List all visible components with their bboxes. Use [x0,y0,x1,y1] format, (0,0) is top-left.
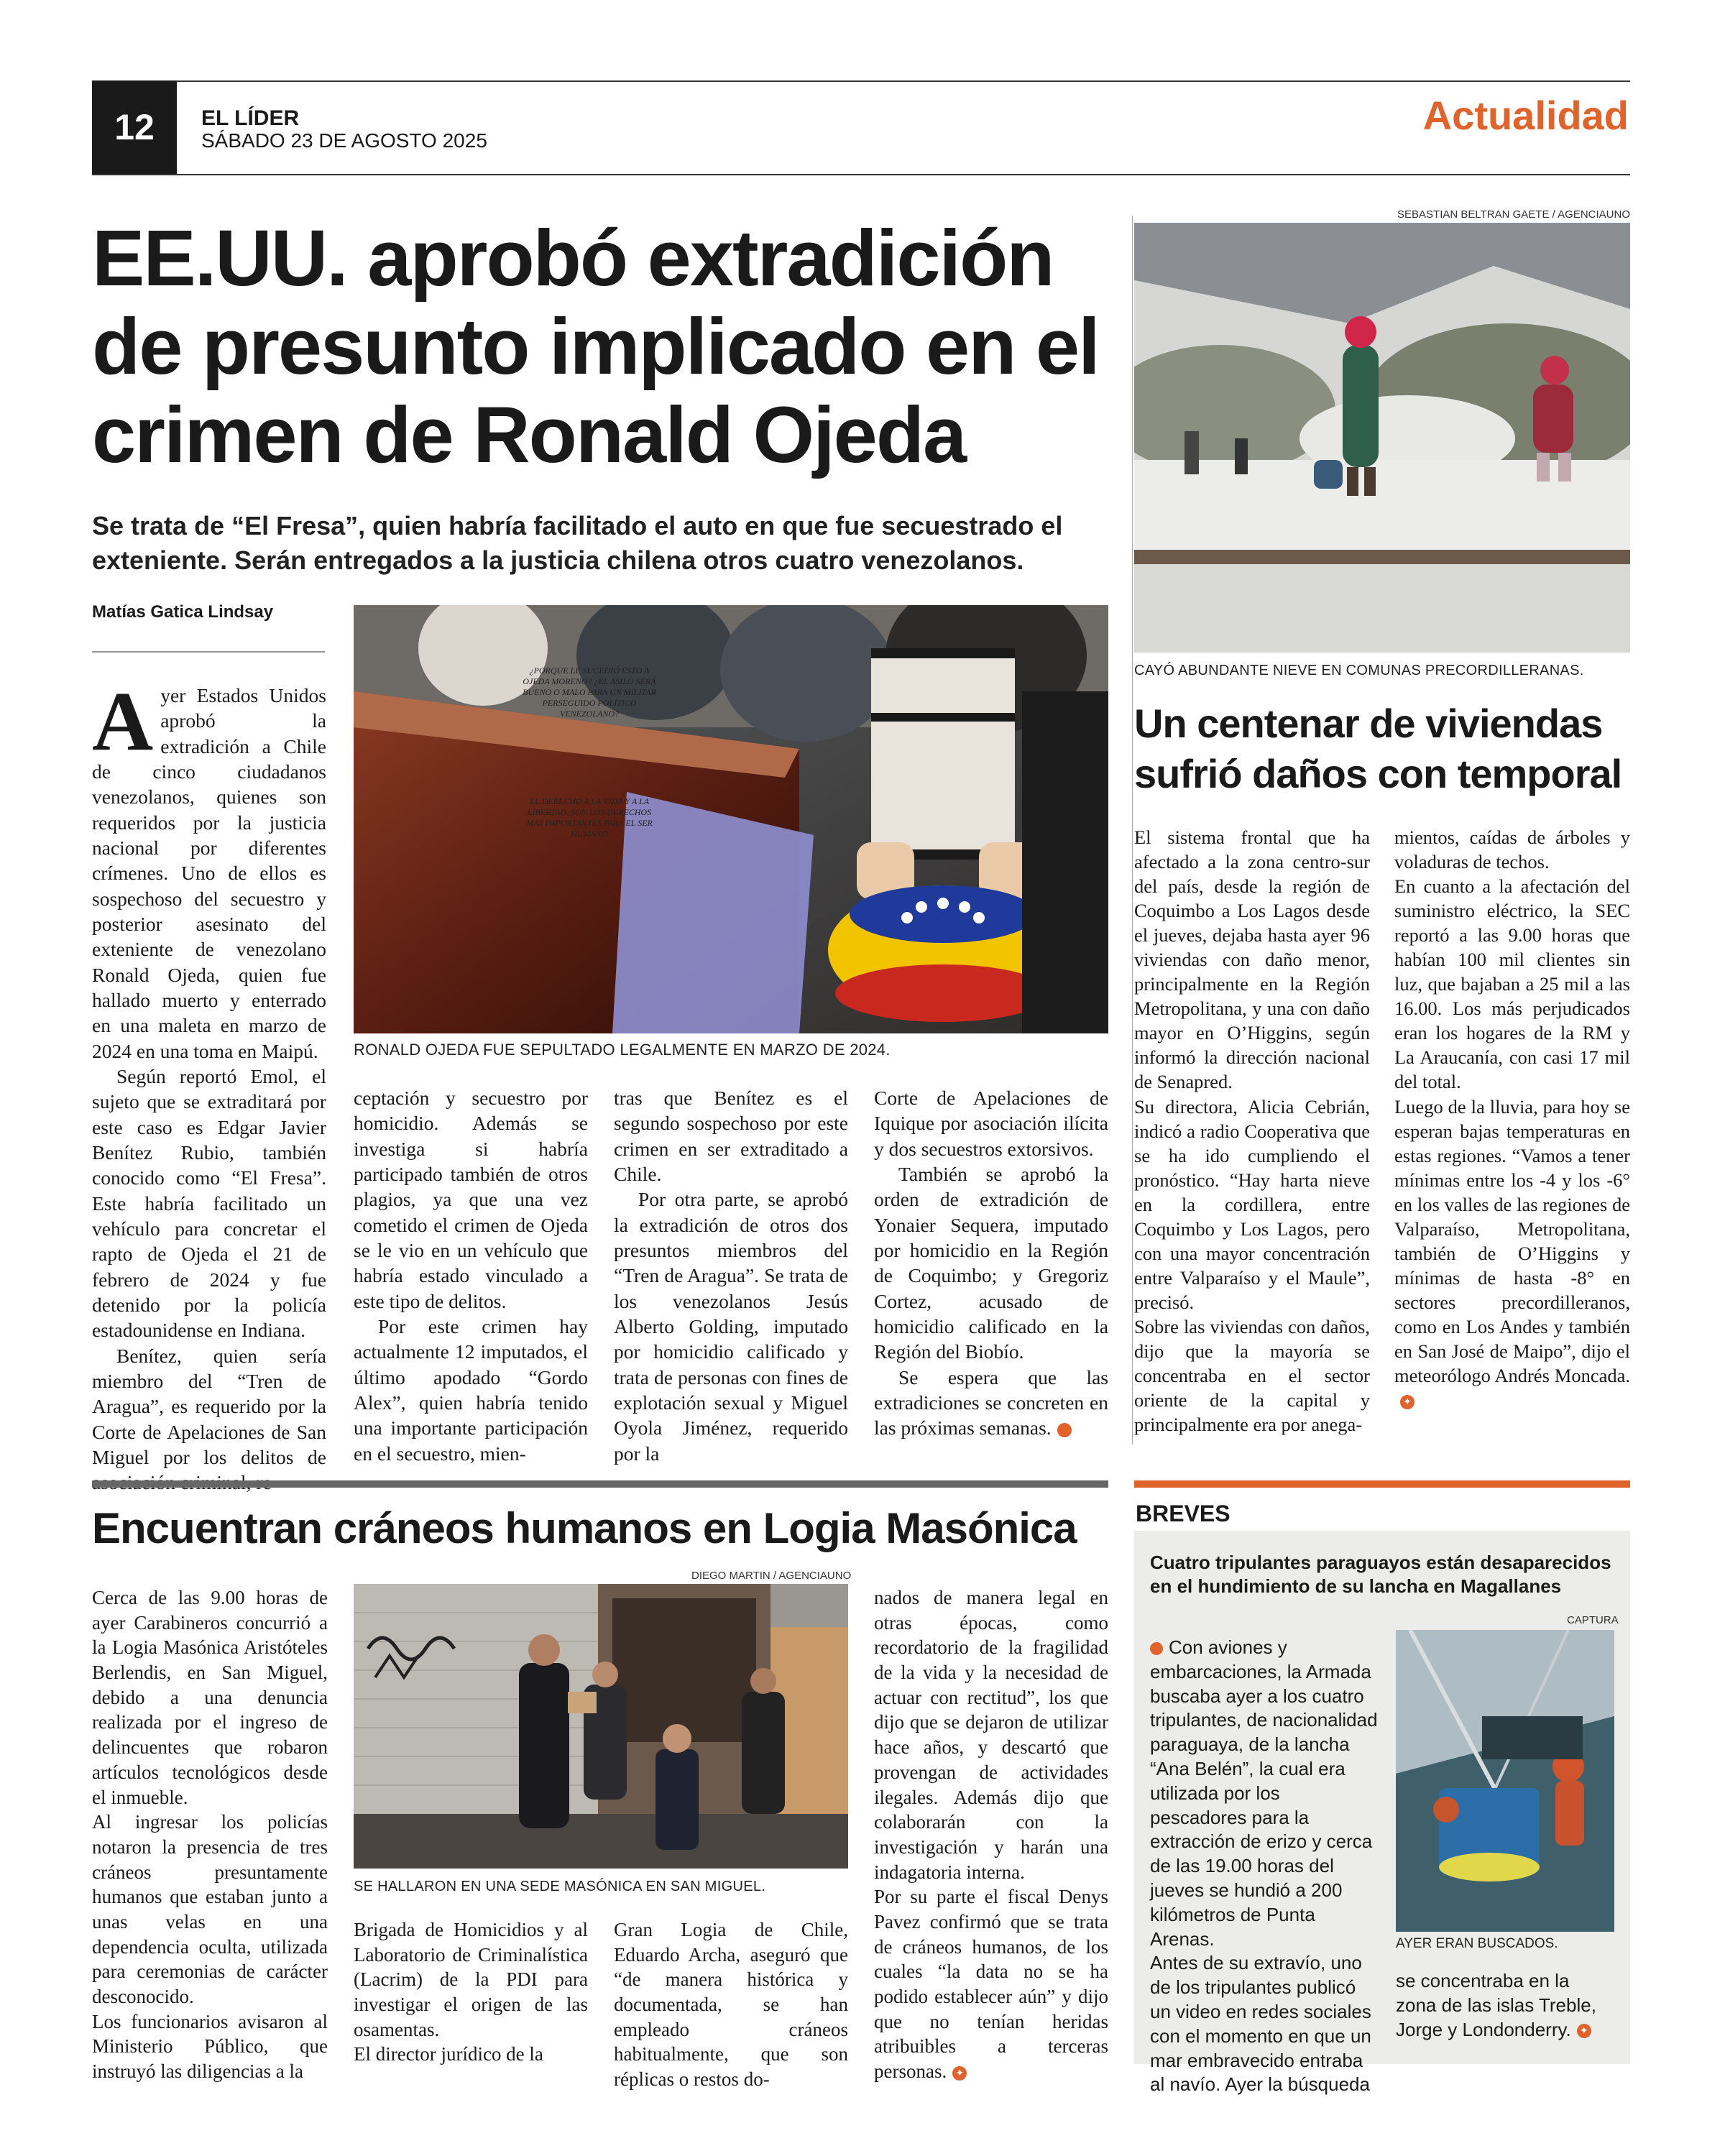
bullet-icon [1150,1642,1163,1655]
main-col4-p2: También se aprobó la orden de extradición de Yonaier Sequera, imputado por homicidio en la Región de Coquimbo; y Gregoriz Cortez, acusado de homicidio calificado en la Región del Biobío. [874,1162,1108,1363]
main-story-column-4 [874,1085,1108,1441]
weather-column-1 [1134,825,1370,1437]
bottom-col2-p1: Brigada de Homicidios y al Laboratorio de Criminalística (Lacrim) de la PDI para investigar el origen de las osamentas. [354,1919,588,2040]
end-mark-icon: ✦ [952,2066,967,2081]
weather-col1-p2: Su directora, Alicia Cebrián, indicó a radio Cooperativa que se ha ido cumpliendo el pronóstico. “Hay harta nieve en la cordillera, entre Coquimbo y Los Lagos, pero con una mayor concentración entre Valparaíso y el Maule”, precisó. [1134,1095,1370,1313]
boat-photo-caption: AYER ERAN BUSCADOS. [1396,1936,1558,1951]
main-story-column-2 [354,1085,588,1466]
funeral-photo [354,605,1108,1033]
weather-col2-p2: En cuanto a la afectación del suministro eléctrico, la SEC reportó a las 9.00 horas que habían 100 mil clientes sin luz, que bajaban a 25 mil a las 16.00. Los más perjudicados eran los hogares de la RM y La Araucanía, con casi 17 mil del total. [1394,875,1630,1093]
funeral-sign-2: EL DERECHO A LA VIDA Y A LA LIBERTAD, SON LOS DERECHOS MÁS IMPORTANTES PARA EL SER HUMANO [526,796,653,839]
bottom-col2-p2: El director jurídico de la [354,2043,543,2065]
main-story-column-1 [92,674,326,1496]
funeral-photo-graphic [354,605,1108,1033]
funeral-sign-1: ¿PORQUE LE SUCEDIÓ ESTO A OJEDA MORENO? ¿EL ASILO SERÁ BUENO O MALO PARA UN MILITAR PERSEGUIDO POLÍTICO VENEZOLANO? [523,665,656,719]
main-col1-p3: Benítez, quien sería miembro del “Tren de Aragua”, es requerido por la Corte de Apelaciones de San Miguel por los delitos de [92,1344,326,1468]
boat-photo-graphic [1396,1630,1614,1932]
main-deck: Se trata de “El Fresa”, quien habría facilitado el auto en que fue secuestrado el exteniente. Serán entregados a la justicia chilena otros cuatro venezolanos. [92,511,1063,575]
main-col4-p1: Corte de Apelaciones de Iquique por asociación ilícita y dos secuestros extorsivos. [874,1087,1108,1160]
main-col3-p2: Por otra parte, se aprobó la extradición de otros dos presuntos miembros del “Tren de Aragua”. Se trata de los venezolanos Jesús Alberto Golding, imputado por homicidio calificado y trata de personas con fines de explotación sexual y Miguel Oyola Jiménez, requerido por la [614,1188,848,1465]
weather-column-2 [1394,825,1630,1412]
bottom-col4-p1: nados de manera legal en otras épocas, como recordatorio de la fragilidad de la vida y la necesidad de actuar con rectitud”, los que dijo que se dejaron de utilizar hace años, y descartó que provengan de actividades ilegales. Además dijo que colaborarán con la investigación y harán una indagatoria interna. [874,1587,1108,1883]
end-mark-icon: ✦ [1057,1423,1072,1437]
main-col1-p2: Según reportó Emol, el sujeto que se extraditará por este caso es Edgar Javier Benítez Rubio, también conocido como “El Fresa”. Este habría facilitado un vehículo para concretar el rapto de Ojeda el 21 de febrero de 2024 y fue detenido por la policía estadounidense en Indiana. [92,1064,326,1342]
main-col4-p3: Se espera que las extradiciones se concreten en las próximas semanas. [874,1365,1108,1439]
page-number: 12 [92,80,177,174]
snow-photo-caption: CAYÓ ABUNDANTE NIEVE EN COMUNAS PRECORDILLERANAS. [1134,663,1584,678]
weather-headline: Un centenar de viviendas sufrió daños con temporal [1134,701,1622,796]
bottom-col3-p1: Gran Logia de Chile, Eduardo Archa, aseguró que “de manera histórica y documentada, se han empleado cráneos habitualmente, que son réplicas o restos do- [614,1919,848,2091]
bottom-story-bar [92,1480,1108,1488]
bottom-column-2 [354,1917,588,2067]
snow-photo-credit: SEBASTIAN BELTRAN GAETE / AGENCIAUNO [1397,208,1630,221]
main-col2-p2: Por este crimen hay actualmente 12 imputados, el último apodado “Gordo Alex”, quien habría tenido una importante participación en el secuestro, mien- [354,1314,588,1465]
breves-headline: Cuatro tripulantes paraguayos están desaparecidos en el hundimiento de su lancha en Magallanes [1150,1552,1611,1598]
weather-col2-p1: mientos, caídas de árboles y voladuras de techos. [1394,826,1630,873]
byline: Matías Gatica Lindsay [92,602,274,622]
weather-col2-p3: Luego de la lluvia, para hoy se esperan bajas temperaturas en estas regiones. “Vamos a tener mínimas entre los -4 y los -6° en los valles de las regiones de Valparaíso, Metropolitana, también de O’Higgins y mínimas de hasta -8° en sectores precordilleranos, como en Los Andes y también en San José de Maipo”, dijo el meteorólogo Andrés Moncada. [1394,1095,1630,1387]
bottom-col4-p2: Por su parte el fiscal Denys Pavez confirmó que se trata de cráneos humanos, de los cuales “la data no se ha podido establecer aún” y dijo que no tenían heridas atribuibles a terceras personas. [874,1886,1108,2083]
breves-label: BREVES [1136,1501,1230,1526]
main-headline: EE.UU. aprobó extradición de presunto implicado en el crimen de Ronald Ojeda [92,214,1099,480]
weather-col1-p1: El sistema frontal que ha afectado a la zona centro-sur del país, desde la región de Coquimbo a Los Lagos desde el jueves, dejaba hasta ayer 96 viviendas con daño menor, principalmente en la Región Metropolitana, y una con daño mayor en O’Higgins, según informó la dirección nacional de Senapred. [1134,826,1370,1093]
breves-bar [1134,1480,1630,1488]
main-col1-p1: yer Estados Unidos aprobó la extradición a Chile de cinco ciudadanos venezolanos, quienes son requeridos por la justicia nacional por diferentes crímenes. Uno de ellos es sospechoso del secuestro y posterior asesinato del exteniente de venezolano Ronald Ojeda, quien fue hallado muerto y enterrado en una maleta en marzo de 2024 en una toma en Maipú. [92,684,326,1062]
breves-text-right [1396,1969,1614,2042]
bottom-col1-p1: Cerca de las 9.00 horas de ayer Carabineros concurrió a la Logia Masónica Aristóteles Berlendis, en San Miguel, debido a una denuncia realizada por el ingreso de delincuentes que robaron artículos tecnológicos desde el inmueble. [92,1587,328,1808]
main-photo-caption: RONALD OJEDA FUE SEPULTADO LEGALMENTE EN MARZO DE 2024. [354,1041,891,1059]
bottom-headline: Encuentran cráneos humanos en Logia Masónica [92,1504,1077,1552]
weather-col1-p3: Sobre las viviendas con daños, dijo que la mayoría se concentraba en el sector oriente de la capital y principalmente era por anega- [1134,1315,1370,1436]
lodge-photo-graphic [354,1584,848,1869]
bottom-col1-p3: Los funcionarios avisaron al Ministerio Público, que instruyó las diligencias a la [92,2010,328,2083]
newspaper-name: EL LÍDER [201,106,300,130]
column-divider [1132,216,1133,1445]
lodge-photo-credit: DIEGO MARTIN / AGENCIAUNO [691,1570,852,1582]
breves-p3: se concentraba en la zona de las islas Treble, Jorge y Londonderry. [1396,1970,1596,2040]
lodge-photo-caption: SE HALLARON EN UNA SEDE MASÓNICA EN SAN MIGUEL. [354,1879,766,1894]
drop-cap: A [92,674,154,768]
main-col3-p1: tras que Benítez es el segundo sospechoso por este crimen en ser extraditado a Chile. [614,1087,848,1185]
byline-rule [92,651,325,653]
section-name: Actualidad [1422,93,1629,138]
snow-photo [1134,223,1630,653]
header-rule [92,174,1630,175]
bottom-column-3 [614,1917,848,2092]
bottom-col1-p2: Al ingresar los policías notaron la presencia de tres cráneos presuntamente humanos que estaban junto a unas velas en una dependencia oculta, utilizada para ceremonias de carácter desconocido. [92,1811,328,2007]
breves-photo-credit: CAPTURA [1567,1614,1619,1626]
breves-text-left [1150,1636,1379,2097]
snow-photo-graphic [1134,223,1630,653]
breves-p2: Antes de su extravío, uno de los tripulantes publicó un video en redes sociales con el momento en que un mar embravecido entraba al navío. Ayer la búsqueda [1150,1952,1371,2096]
breves-p1: Con aviones y embarcaciones, la Armada buscaba ayer a los cuatro tripulantes, de nacionalidad paraguaya, de la lancha “Ana Belén”, la cual era utilizada por los pescadores para la extracción de erizo y cerca de las 19.00 horas del jueves se hundió a 200 kilómetros de Punta Arenas. [1150,1636,1378,1950]
bottom-column-1 [92,1585,328,2084]
main-col2-p1: ceptación y secuestro por homicidio. Además se investiga si habría participado también de otros plagios, ya que una vez cometido el crimen de Ojeda se le vio en un vehículo que habría estado vinculado a este tipo de delitos. [354,1087,588,1312]
end-mark-icon: ✦ [1400,1395,1414,1409]
top-rule [92,80,1630,82]
bottom-column-4 [874,1585,1108,2084]
main-story-column-3 [614,1085,848,1466]
boat-photo [1396,1630,1614,1932]
edition-date: SÁBADO 23 DE AGOSTO 2025 [201,129,487,152]
end-mark-icon: ✦ [1577,2024,1591,2038]
lodge-photo [354,1584,848,1869]
